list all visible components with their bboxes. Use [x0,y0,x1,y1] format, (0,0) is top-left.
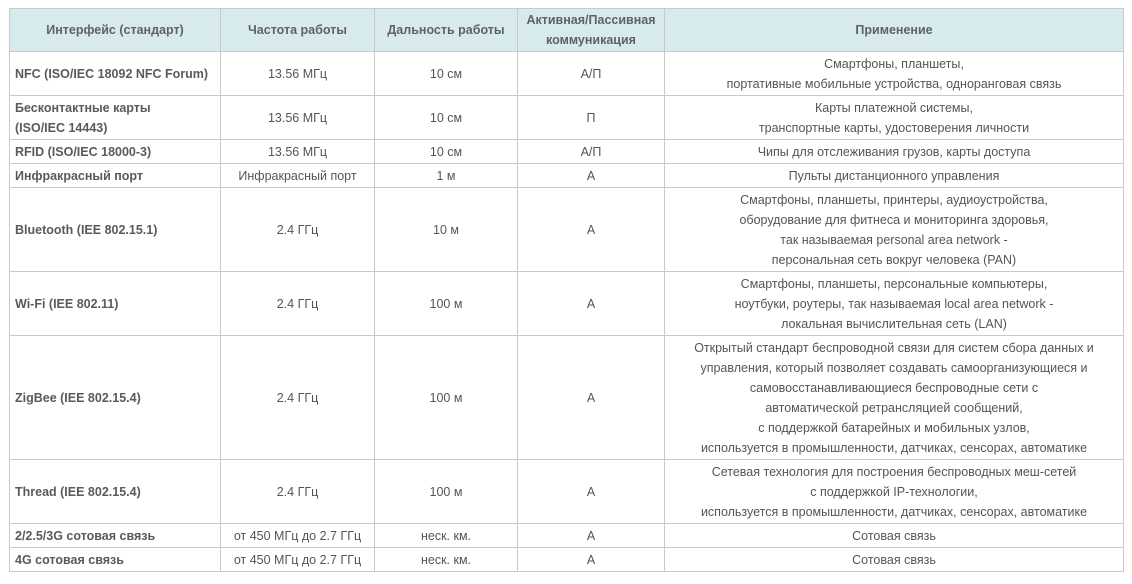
table-row [10,52,1124,96]
cell-mode: А [518,548,665,572]
cell-frequency: Инфракрасный порт [221,164,375,188]
cell-frequency: 13.56 МГц [221,96,375,140]
cell-range: 10 см [375,96,518,140]
header-frequency: Частота работы [221,9,375,52]
cell-mode: А/П [518,52,665,96]
cell-range: неск. км. [375,548,518,572]
cell-interface: Bluetooth (IEE 802.15.1) [10,188,221,272]
cell-interface: Инфракрасный порт [10,164,221,188]
cell-interface: ZigBee (IEE 802.15.4) [10,336,221,460]
cell-range: 1 м [375,164,518,188]
header-range: Дальность работы [375,9,518,52]
cell-range: неск. км. [375,524,518,548]
cell-frequency: 13.56 МГц [221,140,375,164]
table-row [10,96,1124,140]
cell-mode: А [518,336,665,460]
table-row [10,272,1124,336]
cell-interface: 4G сотовая связь [10,548,221,572]
cell-application: Пульты дистанционного управления [665,164,1124,188]
cell-application: Сотовая связь [665,524,1124,548]
table-body [10,52,1124,572]
cell-application: Карты платежной системы, транспортные карты, удостоверения личности [665,96,1124,140]
cell-range: 100 м [375,336,518,460]
header-interface: Интерфейс (стандарт) [10,9,221,52]
cell-range: 10 см [375,140,518,164]
cell-mode: А [518,272,665,336]
cell-range: 10 м [375,188,518,272]
cell-mode: А [518,460,665,524]
cell-frequency: 2.4 ГГц [221,460,375,524]
cell-frequency: 13.56 МГц [221,52,375,96]
cell-frequency: 2.4 ГГц [221,272,375,336]
table-row [10,548,1124,572]
cell-frequency: от 450 МГц до 2.7 ГГц [221,548,375,572]
cell-application: Смартфоны, планшеты, персональные компьютеры, ноутбуки, роутеры, так называемая local area network - локальная вычислительная сеть (LAN) [665,272,1124,336]
cell-range: 10 см [375,52,518,96]
wireless-interfaces-table [9,8,1124,572]
cell-mode: П [518,96,665,140]
cell-application: Смартфоны, планшеты, портативные мобильные устройства, одноранговая связь [665,52,1124,96]
cell-range: 100 м [375,460,518,524]
cell-interface: Thread (IEE 802.15.4) [10,460,221,524]
table-header-row [10,9,1124,52]
cell-application: Открытый стандарт беспроводной связи для систем сбора данных и управления, который позволяет создавать самоорганизующиеся и самовосстанавливающиеся беспроводные сети с автоматической ретрансляцией сообщений, с поддержкой батарейных и мобильных узлов, используется в промышленности, датчиках, сенсорах, автоматике [665,336,1124,460]
cell-interface: Wi-Fi (IEE 802.11) [10,272,221,336]
table-row [10,524,1124,548]
cell-mode: А [518,164,665,188]
cell-mode: А [518,524,665,548]
cell-interface: 2/2.5/3G сотовая связь [10,524,221,548]
table-row [10,336,1124,460]
cell-interface: RFID (ISO/IEC 18000-3) [10,140,221,164]
table-row [10,164,1124,188]
table-row [10,460,1124,524]
cell-application: Смартфоны, планшеты, принтеры, аудиоустройства, оборудование для фитнеса и мониторинга здоровья, так называемая personal area network - персональная сеть вокруг человека (PAN) [665,188,1124,272]
table-row [10,188,1124,272]
content-area [9,8,1124,572]
header-mode: Активная/Пассивная коммуникация [518,9,665,52]
cell-application: Сотовая связь [665,548,1124,572]
table-row [10,140,1124,164]
cell-interface: NFC (ISO/IEC 18092 NFC Forum) [10,52,221,96]
cell-range: 100 м [375,272,518,336]
header-application: Применение [665,9,1124,52]
cell-interface: Бесконтактные карты (ISO/IEC 14443) [10,96,221,140]
cell-mode: А [518,188,665,272]
cell-frequency: 2.4 ГГц [221,188,375,272]
cell-frequency: от 450 МГц до 2.7 ГГц [221,524,375,548]
cell-application: Чипы для отслеживания грузов, карты доступа [665,140,1124,164]
cell-mode: А/П [518,140,665,164]
cell-application: Сетевая технология для построения беспроводных меш-сетей с поддержкой IP-технологии, используется в промышленности, датчиках, сенсорах, автоматике [665,460,1124,524]
cell-frequency: 2.4 ГГц [221,336,375,460]
